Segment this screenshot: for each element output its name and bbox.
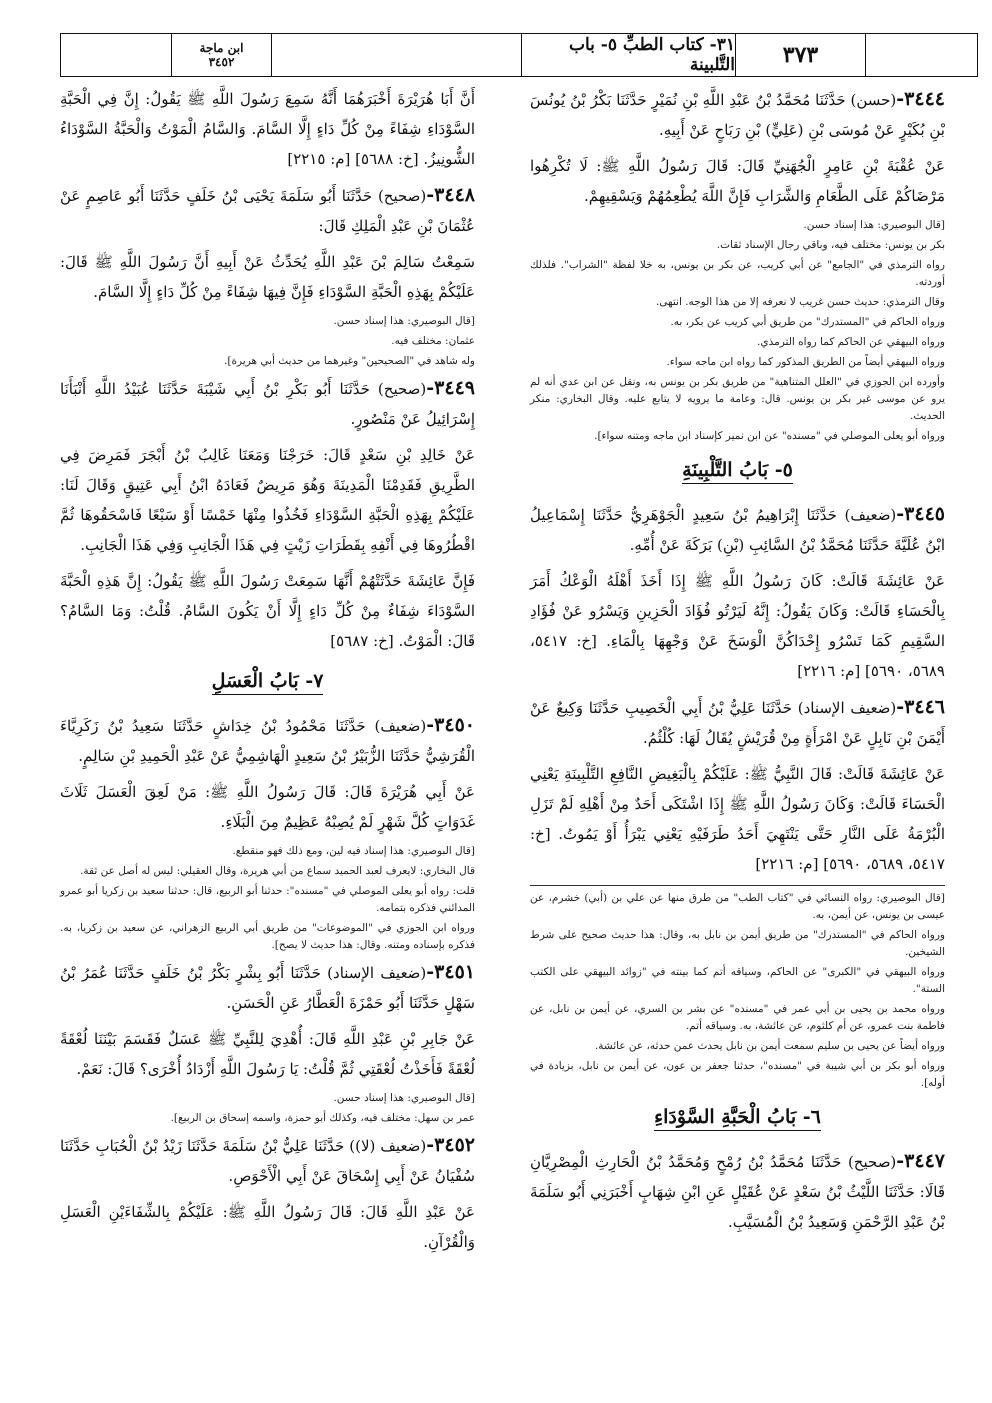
chapter-heading: ٧- بَابُ الْعَسَلِ: [60, 670, 475, 692]
footnote: ورواه ابن الجوزي في "الموضوعات" من طريق أبي الربيع الزهراني، عن سعيد بن زكريا، به. فذكره بإسناده ومتنه. وقال: هذا حديث لا يصح].: [60, 922, 475, 951]
hadith-3447-text: أَنَّ أَبَا هُرَيْرَةَ أَخْبَرَهُمَا أَنَّهُ سَمِعَ رَسُولَ اللَّهِ ﷺ يَقُولُ: إِنَّ فِي الْحَبَّةِ السَّوْدَاءِ شِفَاءً مِنْ كُلِّ دَاءٍ إِلَّا السَّامَ. وَالسَّامُ الْمَوْتُ وَالْحَبَّةُ السَّوْدَاءُ الشُّونِيزُ. [خ: ٥٦٨٨] [م: ٢٢١٥]: [60, 90, 475, 168]
hadith-3445-text: عَنْ عَائِشَةَ قَالَتْ: كَانَ رَسُولُ اللَّهِ ﷺ إِذَا أَخَذَ أَهْلَهُ الْوَعْكُ أَمَرَ بِالْحَسَاءِ قَالَتْ: وَكَانَ يَقُولُ: إِنَّهُ لَيَرْتُو فُؤَادَ الْحَزِينِ وَيَسْرُو عَنْ فُؤَادِ السَّقِيمِ كَمَا تَسْرُو إِحْدَاكُنَّ الْوَسَخَ عَنْ وَجْهِهَا بِالْمَاءِ. [خ: ٥٤١٧، ٥٦٨٩، ٥٦٩٠] [م: ٢٢١٦]: [530, 572, 945, 680]
footnote: ورواه البيهقي أيضاً من الطريق المذكور كما رواه ابن ماجه سواء.: [666, 356, 945, 368]
hadith-3446-chain: ٣٤٤٦-(ضعيف الإسناد) حَدَّثَنَا عَلِيُّ بْنُ أَبِي الْخَصِيبِ حَدَّثَنَا وَكِيعٌ عَنْ أَيْمَنَ بْنِ نَابِلٍ عَنْ امْرَأَةٍ مِنْ قُرَيْشٍ يُقَالُ لَهَا: كُلْثُمُ.: [530, 696, 945, 747]
hadith-number: ٣٤٤٥-: [896, 503, 945, 525]
hadith-3452-text: عَنْ عَبْدِ اللَّهِ قَالَ: قَالَ رَسُولُ اللَّهِ ﷺ: عَلَيْكُمْ بِالشِّفَاءَيْنِ الْعَسَلِ وَالْقُرْآنِ.: [60, 1203, 475, 1251]
hadith-3444-chain: ٣٤٤٤-(حسن) حَدَّثَنَا مُحَمَّدُ بْنُ عَبْدِ اللَّهِ بْنِ نُمَيْرٍ حَدَّثَنَا بَكْرُ بْنُ يُونُسَ بْنِ بُكَيْرٍ عَنْ مُوسَى بْنِ (عَلِيٍّ) بْنِ رَبَاحٍ عَنْ أَبِيهِ.: [530, 88, 945, 139]
hadith-number: ٣٤٥١-: [426, 961, 475, 983]
source-reference: [171, 34, 271, 76]
chapter-heading: ٥- بَابُ التَّلْبِينَةِ: [530, 459, 945, 481]
footnote: عثمان: مختلف فيه.: [391, 335, 475, 347]
page-header: [60, 33, 978, 77]
hadith-number: ٣٤٥٠-: [426, 714, 475, 736]
hadith-number: ٣٤٥٢-: [426, 1134, 475, 1156]
left-column: [60, 84, 475, 1263]
hadith-number: ٣٤٤٦-: [896, 696, 945, 718]
footnote: [قال البوصيري: هذا إسناد فيه لين، ومع ذلك فهو منقطع.: [232, 845, 475, 857]
header-blank-middle: [271, 34, 521, 76]
footnote: رواه الترمذي في "الجامع" عن أبي كريب، عن بكر بن يونس، به خلا لفظة "الشراب". فلذلك أوردته.: [530, 259, 945, 288]
footnote: ورواه البيهقي في "الكبرى" عن الحاكم، وسياقه أتم كما بينته في "زوائد البيهقي على الكتب الستة".: [530, 966, 945, 995]
hadith-3446-text: عَنْ عَائِشَةَ قَالَتْ: قَالَ النَّبِيُّ ﷺ: عَلَيْكُمْ بِالْبَغِيضِ النَّافِعِ التَّلْبِينَةِ يَعْنِي الْحَسَاءَ قَالَتْ: وَكَانَ رَسُولُ اللَّهِ ﷺ إِذَا اشْتَكَى أَحَدٌ مِنْ أَهْلِهِ لَمْ تَزَلِ الْبُرْمَةُ عَلَى النَّارِ حَتَّى يَنْتَهِيَ أَحَدُ طَرَفَيْهِ يَعْنِي يَبْرَأُ أَوْ يَمُوتُ. [خ: ٥٤١٧، ٥٦٨٩، ٥٦٩٠] [م: ٢٢١٦]: [530, 765, 945, 873]
source-reference-book: ابن ماجة: [199, 41, 244, 55]
footnote: ورواه الحاكم في "المستدرك" من طريق أبي كريب عن بكر، به.: [670, 316, 945, 328]
footnote: [قال البوصيري: هذا إسناد حسن.: [333, 1092, 475, 1104]
footnote: قال البخاري: لايعرف لعبد الحميد سماع من أبي هريرة، وقال العقيلي: ليس له أصل عن ثقة.: [80, 865, 475, 877]
hadith-3447-chain: ٣٤٤٧-(صحيح) حَدَّثَنَا مُحَمَّدُ بْنُ رُمْحٍ وَمُحَمَّدُ بْنُ الْحَارِثِ الْمِصْرِيَّانِ قَالَا: حَدَّثَنَا اللَّيْثُ بْنُ سَعْدٍ عَنْ عُقَيْلٍ عَنِ ابْنِ شِهَابٍ أَخْبَرَنِي أَبُو سَلَمَةَ بْنُ عَبْدِ الرَّحْمَنِ وَسَعِيدُ بْنُ الْمُسَيَّبِ.: [530, 1150, 945, 1231]
hadith-3449-chain: ٣٤٤٩-(صحيح) حَدَّثَنَا أَبُو بَكْرِ بْنُ أَبِي شَيْبَةَ حَدَّثَنَا عُبَيْدُ اللَّهِ أَنْبَأَنَا إِسْرَائِيلُ عَنْ مَنْصُورٍ.: [60, 377, 475, 428]
footnote: ورواه أيضاً عن يحيى بن سليم سمعت أيمن بن نابل يحدث عمن حدثه، عن عائشة.: [594, 1040, 945, 1052]
page-number: ٣٧٣: [735, 34, 865, 76]
hadith-number: ٣٤٤٧-: [896, 1150, 945, 1172]
hadith-3449-text-cont: فَإِنَّ عَائِشَةَ حَدَّثَتْهُمْ أَنَّهَا سَمِعَتْ رَسُولَ اللَّهِ ﷺ يَقُولُ: إِنَّ هَذِهِ الْحَبَّةَ السَّوْدَاءَ شِفَاءٌ مِنْ كُلِّ دَاءٍ إِلَّا أَنْ يَكُونَ السَّامُ. قُلْتُ: وَمَا السَّامُ؟ قَالَ: الْمَوْتُ. [خ: ٥٦٨٧]: [60, 572, 475, 650]
hadith-3450-chain: ٣٤٥٠-(ضعيف) حَدَّثَنَا مَحْمُودُ بْنُ خِدَاشٍ حَدَّثَنَا سَعِيدُ بْنُ زَكَرِيَّاءَ الْقُرَشِيُّ حَدَّثَنَا الزُّبَيْرُ بْنُ سَعِيدٍ الْهَاشِمِيُّ عَنْ عَبْدِ الْحَمِيدِ بْنِ سَالِمٍ.: [60, 714, 475, 765]
footnote: [قال البوصيري: هذا إسناد حسن.: [333, 315, 475, 327]
hadith-number: ٣٤٤٤-: [896, 88, 945, 110]
book-chapter-title: ٣١- كتاب الطبِّ ٥- باب التَّلبينة: [521, 34, 735, 76]
hadith-number: ٣٤٤٩-: [426, 377, 475, 399]
hadith-3451-chain: ٣٤٥١-(ضعيف الإسناد) حَدَّثَنَا أَبُو بِشْرٍ بَكْرُ بْنُ خَلَفٍ حَدَّثَنَا عُمَرُ بْنُ سَهْلٍ حَدَّثَنَا أَبُو حَمْزَةَ الْعَطَّارُ عَنِ الْحَسَنِ.: [60, 961, 475, 1012]
hadith-3448-text: سَمِعْتُ سَالِمَ بْنَ عَبْدِ اللَّهِ يُحَدِّثُ عَنْ أَبِيهِ أَنَّ رَسُولَ اللَّهِ ﷺ قَالَ: عَلَيْكُمْ بِهَذِهِ الْحَبَّةِ السَّوْدَاءِ فَإِنَّ فِيهَا شِفَاءً مِنْ كُلِّ دَاءٍ إِلَّا السَّامَ.: [60, 253, 475, 301]
right-column: [530, 84, 945, 1243]
footnote: ورواه محمد بن يحيى بن أبي عمر في "مسنده" عن بشر بن السري، عن أيمن بن نابل، عن فاطمة بنت عمرو، عن أم كلثوم، عن عائشة، به. وسياقه أتم.: [530, 1003, 945, 1032]
footnote: وله شاهد في "الصحيحين" وغيرهما من حديث أبي هريرة].: [224, 355, 475, 367]
hadith-3444-text: عَنْ عُقْبَةَ بْنِ عَامِرٍ الْجُهَنِيِّ قَالَ: قَالَ رَسُولُ اللَّهِ ﷺ: لَا تُكْرِهُوا مَرْضَاكُمْ عَلَى الطَّعَامِ وَالشَّرَابِ فَإِنَّ اللَّهَ يُطْعِمُهُمْ وَيَسْقِيهِمْ.: [530, 157, 945, 205]
footnote: ورواه البيهقي عن الحاكم كما رواه الترمذي.: [757, 336, 945, 348]
divider: [530, 885, 945, 886]
footnote: ورواه أبو يعلى الموصلي في "مسنده" عن ابن نمير كإسناد ابن ماجه ومتنه سواء].: [594, 430, 945, 442]
hadith-3450-text: عَنْ أَبِي هُرَيْرَةَ قَالَ: قَالَ رَسُولُ اللَّهِ ﷺ: مَنْ لَعِقَ الْعَسَلَ ثَلَاثَ غَدَوَاتٍ كُلَّ شَهْرٍ لَمْ يُصِبْهُ عَظِيمٌ مِنَ الْبَلَاءِ.: [60, 783, 475, 831]
footnote: وقال الترمذي: حديث حسن غريب لا نعرفه إلا من هذا الوجه. انتهى.: [655, 296, 945, 308]
hadith-3452-chain: ٣٤٥٢-(ضعيف (لا)) حَدَّثَنَا عَلِيُّ بْنُ سَلَمَةَ حَدَّثَنَا زَيْدُ بْنُ الْحُبَابِ حَدَّثَنَا سُفْيَانُ عَنْ أَبِي إِسْحَاقَ عَنْ أَبِي الْأَحْوَصِ.: [60, 1134, 475, 1185]
hadith-3449-text: عَنْ خَالِدِ بْنِ سَعْدٍ قَالَ: خَرَجْنَا وَمَعَنَا غَالِبُ بْنُ أَبْجَرَ فَمَرِضَ فِي الطَّرِيقِ فَقَدِمْنَا الْمَدِينَةَ وَهُوَ مَرِيضٌ فَعَادَهُ ابْنُ أَبِي عَتِيقٍ وَقَالَ لَنَا: عَلَيْكُمْ بِهَذِهِ الْحَبَّةِ السَّوْدَاءِ فَخُذُوا مِنْهَا خَمْسًا أَوْ سَبْعًا فَاسْحَقُوهَا ثُمَّ اقْطُرُوهَا فِي أَنْفِهِ بِقَطَرَاتِ زَيْتٍ فِي هَذَا الْجَانِبِ وَفِي هَذَا الْجَانِبِ.: [60, 446, 475, 554]
footnote: قلت: رواه أبو يعلى الموصلي في "مسنده": حدثنا أبو الربيع، قال: حدثنا سعيد بن زكريا أبو عمرو المدائني فذكره بتمامه.: [60, 885, 475, 914]
header-blank-right: [865, 34, 977, 76]
hadith-3451-text: عَنْ جَابِرِ بْنِ عَبْدِ اللَّهِ قَالَ: أُهْدِيَ لِلنَّبِيِّ ﷺ عَسَلٌ فَقَسَمَ بَيْنَنَا لُعْقَةً لُعْقَةً فَأَخَذْتُ لُعْقَتِي ثُمَّ قُلْتُ: يَا رَسُولَ اللَّهِ أَزْدَادُ أُخْرَى؟ قَالَ: نَعَمْ.: [60, 1030, 475, 1078]
footnote: ورواه أبو بكر بن أبي شيبة في "مسنده"، حدثنا جعفر بن عون، عن أيمن بن نابل، بزيادة في أوله].: [530, 1060, 945, 1089]
footnote: عمر بن سهل: مختلف فيه، وكذلك أبو حمزة، واسمه إسحاق بن الربيع].: [170, 1112, 475, 1124]
source-reference-number: ٣٤٥٢: [208, 55, 235, 69]
hadith-3448-chain: ٣٤٤٨-(صحيح) حَدَّثَنَا أَبُو سَلَمَةَ يَحْيَى بْنُ خَلَفٍ حَدَّثَنَا أَبُو عَاصِمٍ عَنْ عُثْمَانَ بْنِ عَبْدِ الْمَلِكِ قَالَ:: [60, 184, 475, 235]
chapter-heading: ٦- بَابُ الْحَبَّةِ السَّوْدَاءِ: [530, 1106, 945, 1128]
hadith-3445-chain: ٣٤٤٥-(ضعيف) حَدَّثَنَا إِبْرَاهِيمُ بْنُ سَعِيدٍ الْجَوْهَرِيُّ حَدَّثَنَا إِسْمَاعِيلُ ابْنُ عُلَيَّةَ حَدَّثَنَا مُحَمَّدُ بْنُ السَّائِبِ (بْنِ) بَرَكَةَ عَنْ أُمِّهِ.: [530, 503, 945, 554]
header-blank-left: [61, 34, 171, 76]
footnote: ورواه الحاكم في "المستدرك" من طريق أيمن بن نابل به، وقال: هذا حديث صحيح على شرط الشيخين.: [530, 929, 945, 958]
hadith-number: ٣٤٤٨-: [426, 184, 475, 206]
footnote: وأورده ابن الجوزي في "العلل المتناهية" من طريق بكر بن يونس به، ونقل عن ابن عدي أنه لم يرو عن موسى غير بكر بن يونس. قال: وعامة ما يرويه لا يتابع عليه. وقال البخاري: منكر الحديث.: [530, 376, 945, 422]
footnote: بكر بن يونس: مختلف فيه، وباقي رجال الإسناد ثقات.: [716, 239, 945, 251]
footnote: [قال البوصيري: هذا إسناد حسن.: [803, 219, 945, 231]
footnote: [قال البوصيري: رواه النسائي في "كتاب الطب" من طرق منها عن علي بن (أبي) خشرم، عن عيسى بن يونس، عن أيمن، به.: [530, 892, 945, 921]
